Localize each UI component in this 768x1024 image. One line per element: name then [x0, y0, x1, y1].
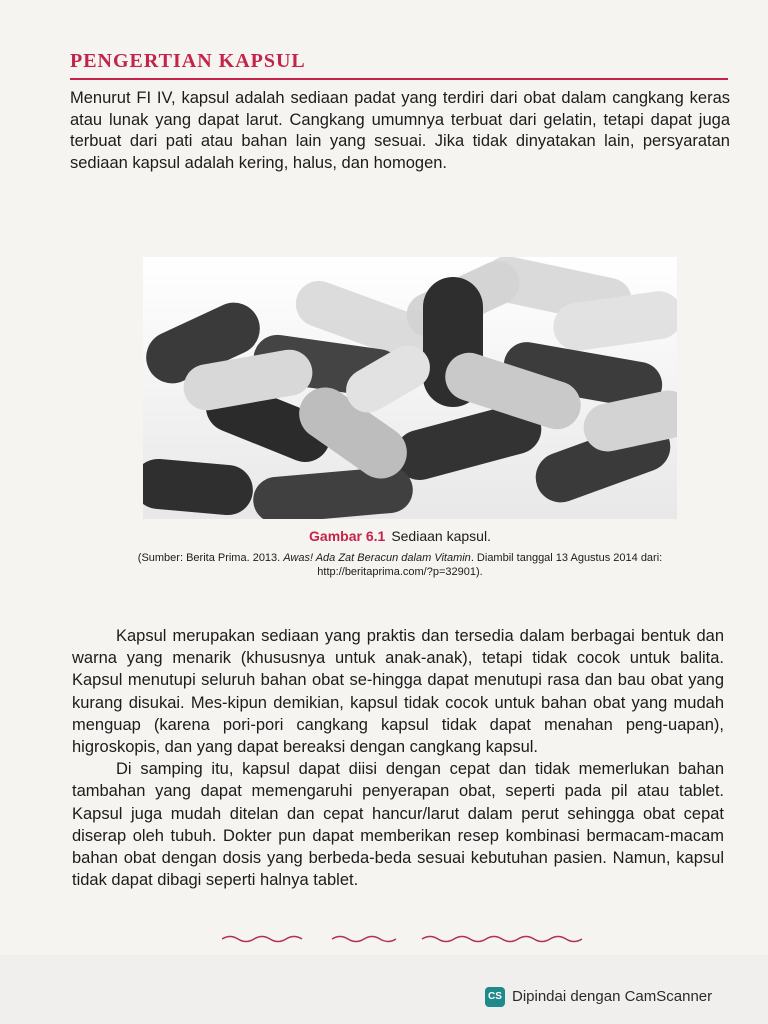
paragraph-1: Kapsul merupakan sediaan yang praktis dan tersedia dalam berbagai bentuk dan warna yang menarik (khususnya untuk anak-anak), tetapi tidak cocok untuk balita. Kapsul menutupi seluruh bahan obat se-hingga dapat menutupi rasa dan bau obat yang kurang disukai. Mes-kipun demikian, kapsul tidak cocok untuk bahan obat yang mudah menguap (karena pori-pori cangkang kapsul tidak dapat menahan peng-uapan), higroskopis, dan yang dapat bereaksi dengan cangkang kapsul.	[72, 627, 724, 757]
camscanner-logo-icon: CS	[485, 987, 505, 1007]
source-suffix: . Diambil tanggal 13 Agustus 2014 dari: http://beritaprima.com/?p=32901).	[317, 552, 663, 578]
figure-label: Gambar 6.1	[309, 528, 386, 544]
figure-caption	[130, 528, 670, 544]
intro-paragraph: Menurut FI IV, kapsul adalah sediaan padat yang terdiri dari obat dalam cangkang keras atau lunak yang dapat larut. Cangkang umumnya terbuat dari gelatin, tetapi dapat juga terbuat dari pati atau bahan lain yang sesuai. Jika tidak dinyatakan lain, persyaratan sediaan kapsul adalah kering, halus, dan homogen.	[70, 89, 730, 172]
title-underline	[70, 78, 728, 80]
capsules-illustration	[143, 257, 677, 519]
figure-title: Sediaan kapsul.	[391, 528, 491, 544]
section-title: PENGERTIAN KAPSUL	[70, 50, 306, 72]
source-prefix: (Sumber: Berita Prima. 2013.	[137, 552, 284, 564]
figure-source	[120, 551, 680, 579]
handwritten-underline	[222, 934, 602, 944]
body-text	[72, 625, 724, 891]
paragraph-2: Di samping itu, kapsul dapat diisi dengan cepat dan tidak memerlukan bahan tambahan yang dapat memengaruhi penyerapan obat, seperti pada pil atau tablet. Kapsul juga mudah ditelan dan cepat hancur/larut dalam perut sehingga obat cepat diserap oleh tubuh. Dokter pun dapat memberikan resep kombinasi bermacam-macam bahan obat dengan dosis yang berbeda-beda sesuai kebutuhan pasien. Namun, kapsul tidak dapat dibagi seperti halnya tablet.	[72, 760, 724, 890]
scanner-watermark: Dipindai dengan CamScanner	[512, 988, 713, 1005]
source-article-title: Awas! Ada Zat Beracun dalam Vitamin	[283, 552, 471, 564]
capsules-photo	[143, 257, 677, 519]
